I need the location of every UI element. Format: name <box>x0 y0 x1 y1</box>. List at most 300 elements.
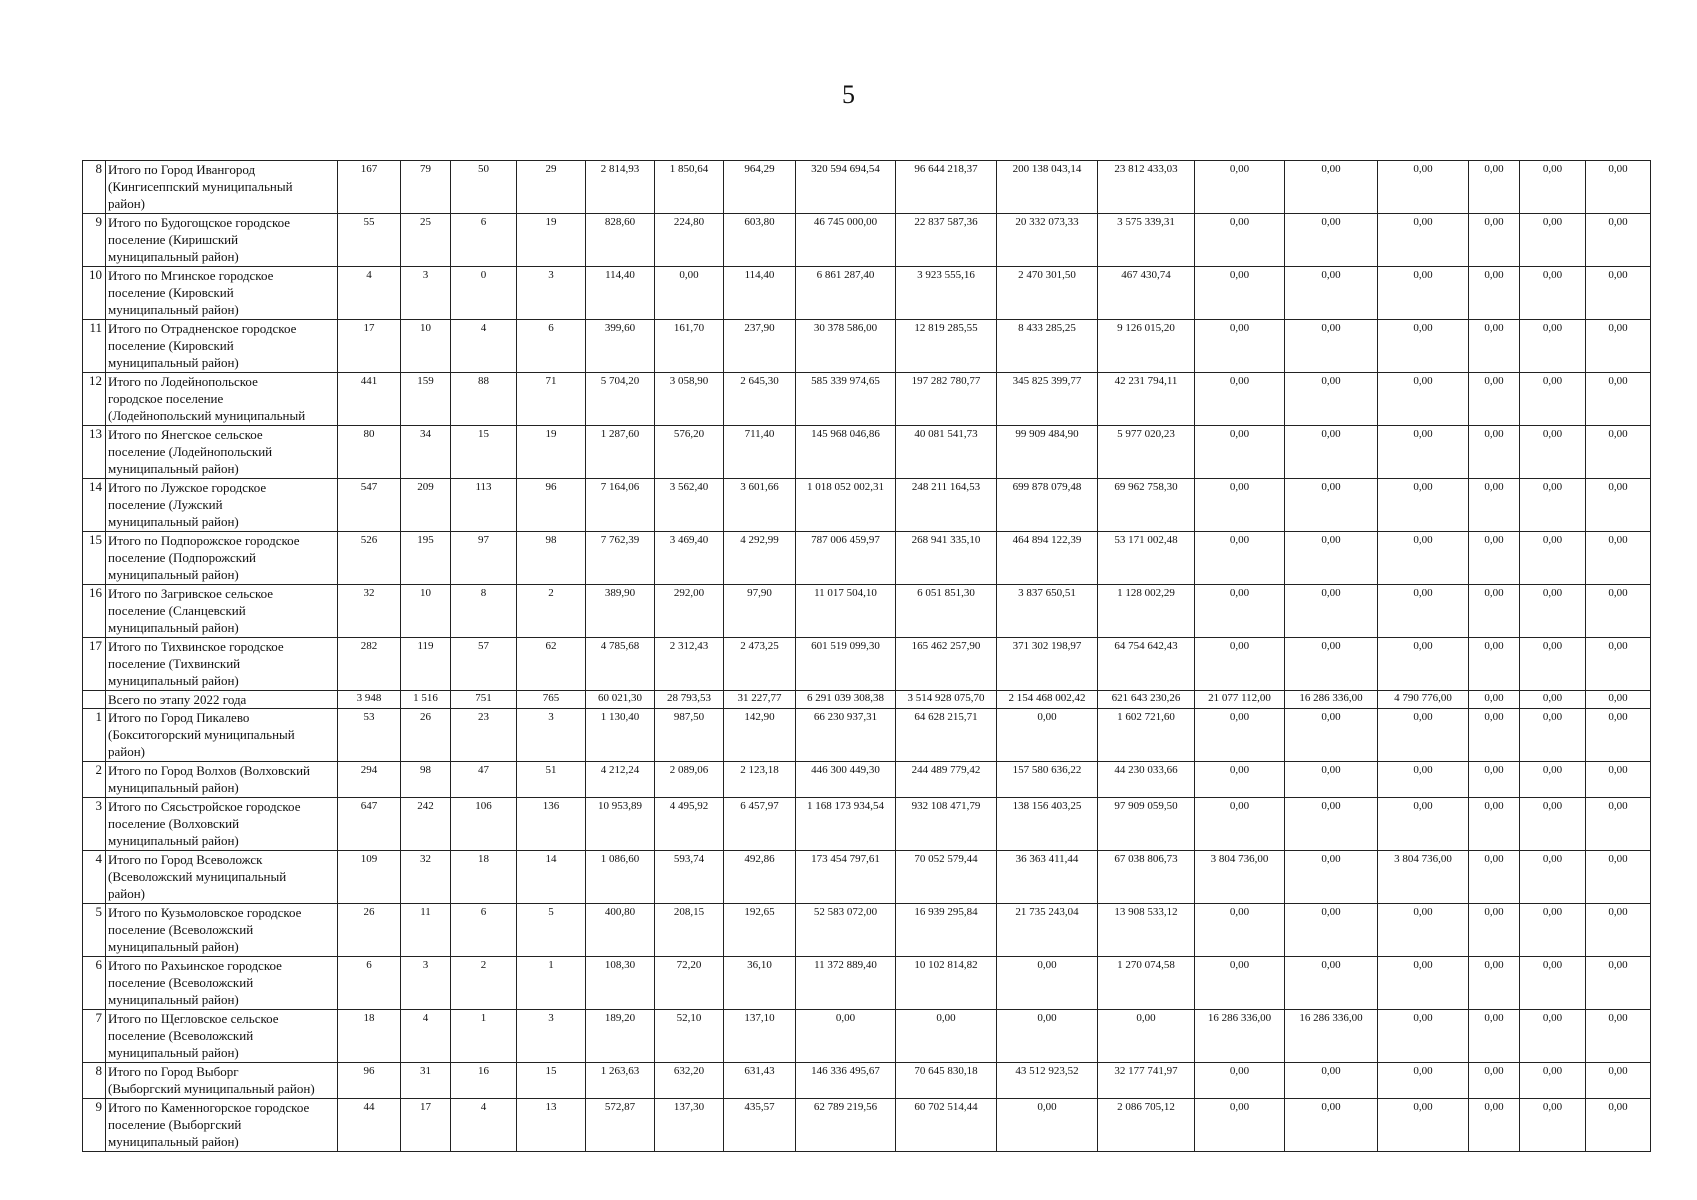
table-cell: 711,40 <box>724 426 796 479</box>
table-cell: 209 <box>401 479 451 532</box>
table-cell: 3 923 555,16 <box>896 267 997 320</box>
table-cell: 3 562,40 <box>655 479 724 532</box>
table-cell: 29 <box>517 161 586 214</box>
table-cell: 964,29 <box>724 161 796 214</box>
municipality-name-line: муниципальный район) <box>108 992 239 1007</box>
row-number: 4 <box>83 851 106 904</box>
table-cell: 0,00 <box>1378 638 1469 691</box>
table-cell: 8 <box>451 585 517 638</box>
table-cell: 3 514 928 075,70 <box>896 691 997 709</box>
table-cell: 0,00 <box>1285 709 1378 762</box>
table-cell: 3 <box>517 267 586 320</box>
municipality-name-line: Всего по этапу 2022 года <box>108 692 247 707</box>
municipality-name-line: (Бокситогорский муниципальный <box>108 727 295 742</box>
table-cell: 30 378 586,00 <box>796 320 896 373</box>
table-cell: 79 <box>401 161 451 214</box>
table-cell: 34 <box>401 426 451 479</box>
table-row <box>83 1010 1651 1063</box>
table-cell: 389,90 <box>586 585 655 638</box>
table-cell: 0,00 <box>1195 479 1285 532</box>
table-cell: 119 <box>401 638 451 691</box>
table-cell: 4 292,99 <box>724 532 796 585</box>
table-cell: 137,30 <box>655 1099 724 1152</box>
table-cell: 0,00 <box>1378 373 1469 426</box>
table-cell: 12 819 285,55 <box>896 320 997 373</box>
table-cell: 62 789 219,56 <box>796 1099 896 1152</box>
table-cell: 0,00 <box>1469 320 1520 373</box>
table-cell: 53 171 002,48 <box>1098 532 1195 585</box>
table-cell: 320 594 694,54 <box>796 161 896 214</box>
municipality-name-line: поселение (Киришский <box>108 232 239 247</box>
municipality-name-line: Итого по Подпорожское городское <box>108 533 300 548</box>
row-number <box>83 691 106 709</box>
table-cell: 1 128 002,29 <box>1098 585 1195 638</box>
table-cell: 0,00 <box>1469 161 1520 214</box>
table-cell: 36 363 411,44 <box>997 851 1098 904</box>
table-cell: 200 138 043,14 <box>997 161 1098 214</box>
municipality-name-line: район) <box>108 744 146 759</box>
table-cell: 0,00 <box>1520 709 1586 762</box>
table-cell: 1 <box>451 1010 517 1063</box>
table-cell: 0,00 <box>1285 161 1378 214</box>
table-cell: 0,00 <box>1520 426 1586 479</box>
table-cell: 21 735 243,04 <box>997 904 1098 957</box>
municipality-name-line: (Лодейнопольский муниципальный <box>108 408 306 423</box>
table-row <box>83 762 1651 798</box>
table-cell: 0,00 <box>1285 426 1378 479</box>
table-cell: 371 302 198,97 <box>997 638 1098 691</box>
table-cell: 11 372 889,40 <box>796 957 896 1010</box>
row-number: 16 <box>83 585 106 638</box>
table-cell: 17 <box>401 1099 451 1152</box>
table-cell: 0,00 <box>1520 267 1586 320</box>
table-cell: 0,00 <box>1285 851 1378 904</box>
table-cell: 5 <box>517 904 586 957</box>
municipality-name-line: поселение (Волховский <box>108 816 240 831</box>
municipality-name-line: муниципальный район) <box>108 1045 239 1060</box>
table-cell: 195 <box>401 532 451 585</box>
table-cell: 0,00 <box>1469 638 1520 691</box>
table-cell: 0,00 <box>997 1010 1098 1063</box>
table-cell: 28 793,53 <box>655 691 724 709</box>
table-cell: 71 <box>517 373 586 426</box>
municipality-name <box>106 957 338 1010</box>
table-cell: 0,00 <box>1469 373 1520 426</box>
municipality-name-line: Итого по Город Пикалево <box>108 710 250 725</box>
table-cell: 3 058,90 <box>655 373 724 426</box>
municipality-name <box>106 267 338 320</box>
row-number: 7 <box>83 1010 106 1063</box>
table-cell: 0,00 <box>1586 532 1651 585</box>
table-row <box>83 320 1651 373</box>
table-row <box>83 373 1651 426</box>
municipality-name-line: Итого по Щегловское сельское <box>108 1011 279 1026</box>
municipality-name-line: муниципальный район) <box>108 780 239 795</box>
table-cell: 66 230 937,31 <box>796 709 896 762</box>
table-cell: 146 336 495,67 <box>796 1063 896 1099</box>
table-cell: 0,00 <box>1195 709 1285 762</box>
municipality-name-line: муниципальный район) <box>108 620 239 635</box>
table-cell: 2 814,93 <box>586 161 655 214</box>
table-cell: 0,00 <box>1285 320 1378 373</box>
municipality-name-line: поселение (Кировский <box>108 285 234 300</box>
table-cell: 22 837 587,36 <box>896 214 997 267</box>
table-cell: 0,00 <box>1195 1063 1285 1099</box>
table-cell: 0,00 <box>1586 691 1651 709</box>
municipality-name-line: поселение (Кировский <box>108 338 234 353</box>
table-cell: 142,90 <box>724 709 796 762</box>
table-cell: 8 433 285,25 <box>997 320 1098 373</box>
row-number: 12 <box>83 373 106 426</box>
table-cell: 53 <box>338 709 401 762</box>
table-cell: 138 156 403,25 <box>997 798 1098 851</box>
table-cell: 10 102 814,82 <box>896 957 997 1010</box>
table-cell: 192,65 <box>724 904 796 957</box>
municipality-name-line: муниципальный район) <box>108 567 239 582</box>
municipality-name-line: Итого по Город Всеволожск <box>108 852 263 867</box>
table-cell: 0,00 <box>1520 1063 1586 1099</box>
table-cell: 603,80 <box>724 214 796 267</box>
municipality-name-line: Итого по Тихвинское городское <box>108 639 284 654</box>
table-cell: 46 745 000,00 <box>796 214 896 267</box>
table-cell: 208,15 <box>655 904 724 957</box>
table-cell: 0,00 <box>1285 532 1378 585</box>
municipality-name-line: поселение (Подпорожский <box>108 550 257 565</box>
municipality-name-line: муниципальный район) <box>108 461 239 476</box>
table-cell: 6 457,97 <box>724 798 796 851</box>
table-cell: 0,00 <box>1195 638 1285 691</box>
table-cell: 1 130,40 <box>586 709 655 762</box>
table-cell: 106 <box>451 798 517 851</box>
table-cell: 0,00 <box>1586 161 1651 214</box>
table-cell: 69 962 758,30 <box>1098 479 1195 532</box>
table-cell: 52,10 <box>655 1010 724 1063</box>
table-cell: 699 878 079,48 <box>997 479 1098 532</box>
municipality-name-line: Итого по Сясьстройское городское <box>108 799 301 814</box>
table-cell: 0,00 <box>1520 585 1586 638</box>
table-cell: 0,00 <box>655 267 724 320</box>
table-cell: 1 516 <box>401 691 451 709</box>
table-cell: 0,00 <box>1285 373 1378 426</box>
table-cell: 52 583 072,00 <box>796 904 896 957</box>
table-cell: 13 908 533,12 <box>1098 904 1195 957</box>
table-cell: 0,00 <box>1520 762 1586 798</box>
table-cell: 0,00 <box>1378 762 1469 798</box>
table-cell: 0,00 <box>1195 320 1285 373</box>
table-cell: 0,00 <box>1586 479 1651 532</box>
table-cell: 0,00 <box>1520 532 1586 585</box>
municipality-name-line: поселение (Всеволожский <box>108 1028 254 1043</box>
table-row <box>83 585 1651 638</box>
table-cell: 44 230 033,66 <box>1098 762 1195 798</box>
table-row <box>83 851 1651 904</box>
table-cell: 26 <box>338 904 401 957</box>
table-cell: 0,00 <box>1520 851 1586 904</box>
table-cell: 0,00 <box>1520 373 1586 426</box>
table-cell: 632,20 <box>655 1063 724 1099</box>
table-cell: 47 <box>451 762 517 798</box>
table-cell: 435,57 <box>724 1099 796 1152</box>
table-cell: 64 754 642,43 <box>1098 638 1195 691</box>
table-cell: 9 126 015,20 <box>1098 320 1195 373</box>
table-cell: 3 <box>401 957 451 1010</box>
table-cell: 248 211 164,53 <box>896 479 997 532</box>
table-cell: 3 <box>401 267 451 320</box>
table-cell: 98 <box>517 532 586 585</box>
municipality-name-line: муниципальный район) <box>108 673 239 688</box>
municipality-name <box>106 762 338 798</box>
table-cell: 0,00 <box>1586 320 1651 373</box>
table-cell: 2 645,30 <box>724 373 796 426</box>
table-cell: 109 <box>338 851 401 904</box>
table-cell: 18 <box>338 1010 401 1063</box>
table-cell: 50 <box>451 161 517 214</box>
table-cell: 0,00 <box>1285 1063 1378 1099</box>
table-cell: 2 086 705,12 <box>1098 1099 1195 1152</box>
municipality-name-line: муниципальный район) <box>108 302 239 317</box>
municipality-name-line: Итого по Мгинское городское <box>108 268 274 283</box>
table-cell: 572,87 <box>586 1099 655 1152</box>
table-cell: 26 <box>401 709 451 762</box>
table-cell: 0,00 <box>1378 904 1469 957</box>
table-cell: 0,00 <box>1586 851 1651 904</box>
municipality-name <box>106 214 338 267</box>
table-cell: 96 <box>517 479 586 532</box>
municipality-name-line: (Выборгский муниципальный район) <box>108 1081 315 1096</box>
table-cell: 4 790 776,00 <box>1378 691 1469 709</box>
table-cell: 3 <box>517 1010 586 1063</box>
table-cell: 3 804 736,00 <box>1378 851 1469 904</box>
table-cell: 157 580 636,22 <box>997 762 1098 798</box>
table-cell: 1 270 074,58 <box>1098 957 1195 1010</box>
table-cell: 0,00 <box>1520 1010 1586 1063</box>
table-cell: 57 <box>451 638 517 691</box>
table-row <box>83 904 1651 957</box>
table-cell: 0,00 <box>1195 426 1285 479</box>
table-cell: 441 <box>338 373 401 426</box>
table-cell: 2 473,25 <box>724 638 796 691</box>
table-cell: 400,80 <box>586 904 655 957</box>
table-cell: 0,00 <box>1469 957 1520 1010</box>
table-cell: 0,00 <box>997 709 1098 762</box>
table-cell: 0,00 <box>796 1010 896 1063</box>
table-cell: 0,00 <box>1520 479 1586 532</box>
table-cell: 2 <box>517 585 586 638</box>
municipality-name-line: поселение (Всеволожский <box>108 922 254 937</box>
table-cell: 492,86 <box>724 851 796 904</box>
table-cell: 189,20 <box>586 1010 655 1063</box>
municipality-name-line: поселение (Лодейнопольский <box>108 444 273 459</box>
table-cell: 0,00 <box>1469 798 1520 851</box>
municipality-name <box>106 709 338 762</box>
table-cell: 0,00 <box>1378 161 1469 214</box>
table-cell: 3 804 736,00 <box>1195 851 1285 904</box>
table-cell: 42 231 794,11 <box>1098 373 1195 426</box>
table-cell: 464 894 122,39 <box>997 532 1098 585</box>
table-body <box>83 161 1651 1152</box>
table-cell: 0,00 <box>1586 585 1651 638</box>
table-cell: 0,00 <box>1378 320 1469 373</box>
table-cell: 526 <box>338 532 401 585</box>
row-number: 9 <box>83 214 106 267</box>
table-cell: 0,00 <box>1195 161 1285 214</box>
municipality-name <box>106 532 338 585</box>
municipality-name <box>106 1010 338 1063</box>
table-cell: 647 <box>338 798 401 851</box>
table-cell: 0,00 <box>1195 798 1285 851</box>
table-cell: 197 282 780,77 <box>896 373 997 426</box>
table-cell: 113 <box>451 479 517 532</box>
table-cell: 0,00 <box>1378 957 1469 1010</box>
municipality-name <box>106 638 338 691</box>
municipality-name-line: поселение (Всеволожский <box>108 975 254 990</box>
table-row <box>83 638 1651 691</box>
row-number: 13 <box>83 426 106 479</box>
table-cell: 99 909 484,90 <box>997 426 1098 479</box>
table-cell: 15 <box>451 426 517 479</box>
table-cell: 631,43 <box>724 1063 796 1099</box>
table-cell: 242 <box>401 798 451 851</box>
table-cell: 60 702 514,44 <box>896 1099 997 1152</box>
table-cell: 345 825 399,77 <box>997 373 1098 426</box>
row-number: 1 <box>83 709 106 762</box>
housing-register-table <box>82 160 1651 1152</box>
municipality-name <box>106 585 338 638</box>
table-cell: 1 287,60 <box>586 426 655 479</box>
table-cell: 585 339 974,65 <box>796 373 896 426</box>
row-number: 14 <box>83 479 106 532</box>
page-number: 5 <box>842 80 855 109</box>
table-cell: 97 909 059,50 <box>1098 798 1195 851</box>
table-cell: 0,00 <box>997 957 1098 1010</box>
municipality-name-line: Итого по Лужское городское <box>108 480 267 495</box>
table-cell: 4 <box>451 1099 517 1152</box>
table-cell: 0,00 <box>1378 267 1469 320</box>
table-cell: 0,00 <box>1469 691 1520 709</box>
row-number: 3 <box>83 798 106 851</box>
row-number: 8 <box>83 161 106 214</box>
table-cell: 2 470 301,50 <box>997 267 1098 320</box>
municipality-name-line: Итого по Кузьмоловское городское <box>108 905 302 920</box>
table-cell: 13 <box>517 1099 586 1152</box>
table-cell: 0,00 <box>1469 1063 1520 1099</box>
table-cell: 0,00 <box>1469 585 1520 638</box>
table-cell: 0,00 <box>1285 1099 1378 1152</box>
municipality-name <box>106 904 338 957</box>
municipality-name-line: муниципальный район) <box>108 1134 239 1149</box>
table-cell: 0,00 <box>1469 904 1520 957</box>
table-cell: 1 850,64 <box>655 161 724 214</box>
table-cell: 0,00 <box>997 1099 1098 1152</box>
municipality-name <box>106 479 338 532</box>
table-cell: 4 212,24 <box>586 762 655 798</box>
municipality-name <box>106 691 338 709</box>
municipality-name-line: Итого по Каменногорское городское <box>108 1100 310 1115</box>
table-cell: 0 <box>451 267 517 320</box>
table-cell: 16 939 295,84 <box>896 904 997 957</box>
municipality-name-line: муниципальный район) <box>108 249 239 264</box>
municipality-name-line: муниципальный район) <box>108 833 239 848</box>
table-cell: 237,90 <box>724 320 796 373</box>
municipality-name <box>106 1063 338 1099</box>
table-row <box>83 1063 1651 1099</box>
table-cell: 0,00 <box>1285 638 1378 691</box>
municipality-name-line: муниципальный район) <box>108 514 239 529</box>
table-cell: 80 <box>338 426 401 479</box>
table-cell: 0,00 <box>1586 638 1651 691</box>
table-cell: 51 <box>517 762 586 798</box>
table-cell: 0,00 <box>896 1010 997 1063</box>
table-cell: 5 977 020,23 <box>1098 426 1195 479</box>
table-cell: 282 <box>338 638 401 691</box>
row-number: 6 <box>83 957 106 1010</box>
table-cell: 0,00 <box>1586 267 1651 320</box>
table-cell: 787 006 459,97 <box>796 532 896 585</box>
municipality-name <box>106 1099 338 1152</box>
municipality-name-line: поселение (Сланцевский <box>108 603 246 618</box>
table-cell: 17 <box>338 320 401 373</box>
table-cell: 0,00 <box>1195 957 1285 1010</box>
table-cell: 16 286 336,00 <box>1285 1010 1378 1063</box>
table-cell: 88 <box>451 373 517 426</box>
table-cell: 244 489 779,42 <box>896 762 997 798</box>
table-cell: 31 <box>401 1063 451 1099</box>
table-cell: 4 <box>451 320 517 373</box>
table-cell: 3 601,66 <box>724 479 796 532</box>
table-cell: 6 <box>338 957 401 1010</box>
table-cell: 0,00 <box>1285 267 1378 320</box>
table-cell: 6 051 851,30 <box>896 585 997 638</box>
municipality-name-line: Итого по Будогощское городское <box>108 215 291 230</box>
table-cell: 70 052 579,44 <box>896 851 997 904</box>
table-cell: 0,00 <box>1378 1099 1469 1152</box>
table-cell: 0,00 <box>1285 479 1378 532</box>
table-cell: 751 <box>451 691 517 709</box>
table-row <box>83 691 1651 709</box>
table-cell: 0,00 <box>1520 904 1586 957</box>
table-cell: 31 227,77 <box>724 691 796 709</box>
table-row <box>83 532 1651 585</box>
table-cell: 0,00 <box>1586 904 1651 957</box>
table-cell: 0,00 <box>1586 1010 1651 1063</box>
table-cell: 7 762,39 <box>586 532 655 585</box>
table-cell: 547 <box>338 479 401 532</box>
table-cell: 114,40 <box>724 267 796 320</box>
municipality-name-line: район) <box>108 196 146 211</box>
table-cell: 70 645 830,18 <box>896 1063 997 1099</box>
table-cell: 2 123,18 <box>724 762 796 798</box>
table-cell: 0,00 <box>1378 426 1469 479</box>
table-row <box>83 479 1651 532</box>
table-cell: 18 <box>451 851 517 904</box>
table-cell: 97,90 <box>724 585 796 638</box>
table-cell: 0,00 <box>1469 214 1520 267</box>
table-cell: 2 312,43 <box>655 638 724 691</box>
table-cell: 5 704,20 <box>586 373 655 426</box>
municipality-name <box>106 851 338 904</box>
table-cell: 1 263,63 <box>586 1063 655 1099</box>
table-cell: 21 077 112,00 <box>1195 691 1285 709</box>
table-cell: 467 430,74 <box>1098 267 1195 320</box>
table-cell: 621 643 230,26 <box>1098 691 1195 709</box>
table-cell: 765 <box>517 691 586 709</box>
municipality-name-line: Итого по Отрадненское городское <box>108 321 297 336</box>
table-cell: 10 953,89 <box>586 798 655 851</box>
table-cell: 0,00 <box>1378 1063 1469 1099</box>
table-cell: 23 <box>451 709 517 762</box>
table-cell: 292,00 <box>655 585 724 638</box>
table-cell: 6 <box>451 904 517 957</box>
